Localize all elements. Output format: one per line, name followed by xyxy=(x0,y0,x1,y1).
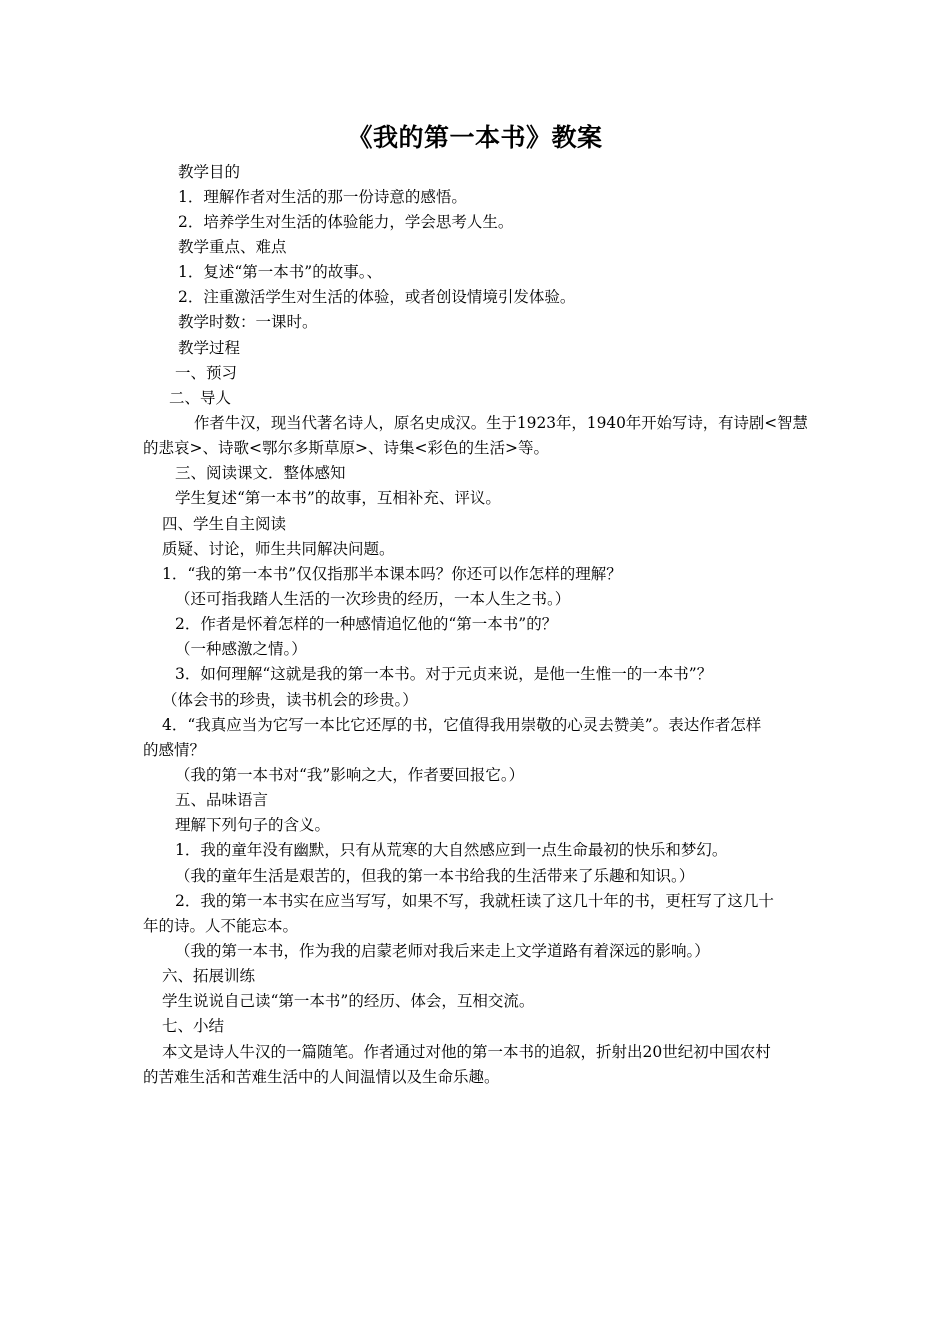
section-heading-summary: 七、小结 xyxy=(162,1017,225,1035)
section-heading-key-points: 教学重点、难点 xyxy=(178,238,287,256)
paragraph-line: （我的第一本书，作为我的启蒙老师对我后来走上文学道路有着深远的影响。） xyxy=(175,942,710,960)
paragraph-line: （一种感激之情。） xyxy=(175,640,307,658)
paragraph-line: 1．“我的第一本书”仅仅指那半本课本吗？你还可以作怎样的理解？ xyxy=(162,565,622,583)
section-heading-preview: 一、预习 xyxy=(175,364,238,382)
paragraph-line: 1．我的童年没有幽默，只有从荒寒的大自然感应到一点生命最初的快乐和梦幻。 xyxy=(175,841,728,859)
section-heading-objectives: 教学目的 xyxy=(178,163,241,181)
paragraph-line: （我的童年生活是艰苦的，但我的第一本书给我的生活带来了乐趣和知识。） xyxy=(175,867,695,885)
paragraph-line: 1．复述“第一本书”的故事。、 xyxy=(178,263,382,281)
paragraph-line: 1．理解作者对生活的那一份诗意的感悟。 xyxy=(178,188,467,206)
paragraph-line: 学生复述“第一本书”的故事，互相补充、评议。 xyxy=(175,489,501,507)
paragraph-line: 教学时数：一课时。 xyxy=(178,313,318,331)
paragraph-line: 学生说说自己读“第一本书”的经历、体会，互相交流。 xyxy=(162,992,535,1010)
paragraph-line: 本文是诗人牛汉的一篇随笔。作者通过对他的第一本书的追叙，折射出20世纪初中国农村 xyxy=(162,1043,771,1061)
paragraph-line: 2．培养学生对生活的体验能力，学会思考人生。 xyxy=(178,213,514,231)
section-heading-extension: 六、拓展训练 xyxy=(162,967,256,985)
paragraph-line: 作者牛汉，现当代著名诗人，原名史成汉。生于1923年，1940年开始写诗，有诗剧<智慧 xyxy=(194,414,808,432)
section-heading-reading: 三、阅读课文．整体感知 xyxy=(175,464,346,482)
section-heading-self-reading: 四、学生自主阅读 xyxy=(162,515,287,533)
paragraph-line: 4．“我真应当为它写一本比它还厚的书，它值得我用崇敬的心灵去赞美”。表达作者怎样 xyxy=(162,716,762,734)
paragraph-line: 质疑、讨论，师生共同解决问题。 xyxy=(162,540,395,558)
paragraph-line: 的悲哀>、诗歌<鄂尔多斯草原>、诗集<彩色的生活>等。 xyxy=(143,439,549,457)
paragraph-line: 2．作者是怀着怎样的一种感情追忆他的“第一本书”的？ xyxy=(175,615,558,633)
section-heading-intro: 二、导人 xyxy=(169,389,232,407)
paragraph-line: 2．注重激活学生对生活的体验，或者创设情境引发体验。 xyxy=(178,288,576,306)
paragraph-line: （我的第一本书对“我”影响之大，作者要回报它。） xyxy=(175,766,525,784)
paragraph-line: 3．如何理解“这就是我的第一本书。对于元贞来说，是他一生惟一的一本书”？ xyxy=(175,665,713,683)
paragraph-line: （体会书的珍贵，读书机会的珍贵。） xyxy=(162,691,418,709)
paragraph-line: 年的诗。人不能忘本。 xyxy=(143,917,299,935)
document-title: 《我的第一本书》教案 xyxy=(347,123,603,152)
section-heading-language: 五、品味语言 xyxy=(175,791,269,809)
section-heading-process: 教学过程 xyxy=(178,339,241,357)
paragraph-line: 理解下列句子的含义。 xyxy=(175,816,331,834)
paragraph-line: 2．我的第一本书实在应当写写，如果不写，我就枉读了这几十年的书，更枉写了这几十 xyxy=(175,892,774,910)
paragraph-line: 的苦难生活和苦难生活中的人间温情以及生命乐趣。 xyxy=(143,1068,500,1086)
paragraph-line: （还可指我踏人生活的一次珍贵的经历，一本人生之书。） xyxy=(175,590,571,608)
paragraph-line: 的感情？ xyxy=(143,741,206,759)
